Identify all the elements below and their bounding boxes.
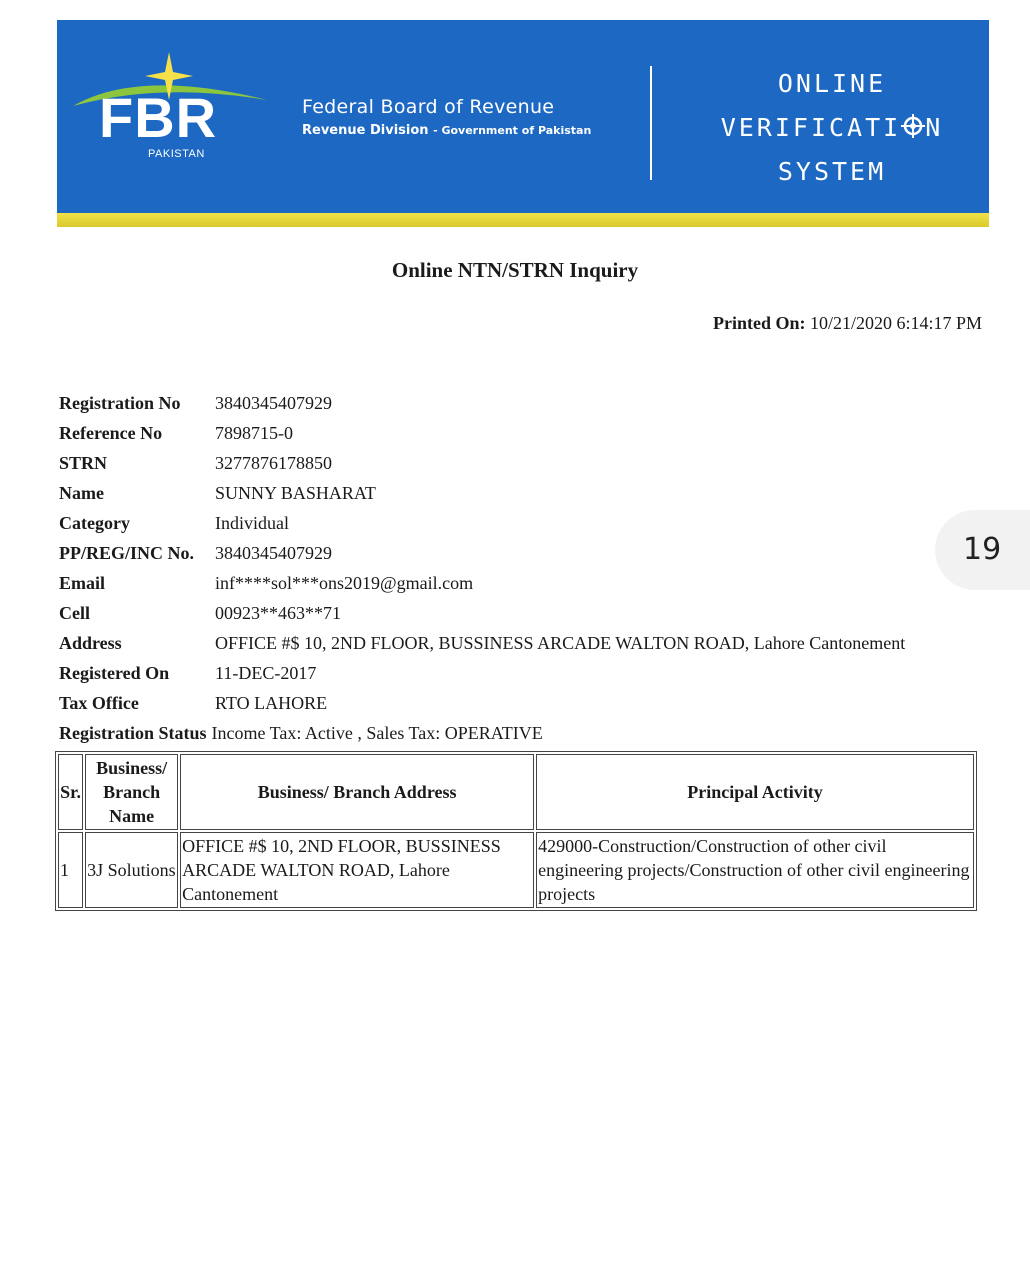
- detail-value: 11-DEC-2017: [215, 663, 317, 683]
- ovs-line-2-start: VERIFICATI: [720, 113, 902, 142]
- detail-row-address: [59, 630, 905, 660]
- banner-divider: [650, 66, 652, 180]
- page-number: 19: [963, 532, 1002, 567]
- business-branch-table: [55, 751, 977, 911]
- detail-value: Income Tax: Active , Sales Tax: OPERATIVE: [211, 723, 543, 743]
- detail-row-registration-no: [59, 390, 905, 420]
- detail-value: inf****sol***ons2019@gmail.com: [215, 573, 474, 593]
- detail-row-registered-on: [59, 660, 905, 690]
- ovs-line-1: ONLINE: [777, 69, 887, 98]
- detail-label: Tax Office: [59, 693, 139, 713]
- detail-row-strn: [59, 450, 905, 480]
- header-branch-address: Business/ Branch Address: [180, 754, 534, 830]
- detail-row-pp-reg-inc-no: [59, 540, 905, 570]
- detail-label: Email: [59, 573, 106, 593]
- header-principal-activity: Principal Activity: [536, 754, 974, 830]
- detail-label: Cell: [59, 603, 90, 623]
- logo-text: FBR: [99, 86, 218, 149]
- org-name: Federal Board of Revenue: [302, 96, 555, 118]
- logo-subtext: PAKISTAN: [148, 148, 205, 160]
- detail-label: Registration No: [59, 393, 181, 413]
- detail-value: SUNNY BASHARAT: [215, 483, 376, 503]
- detail-value: 00923**463**71: [215, 603, 341, 623]
- crosshair-icon: [901, 114, 925, 138]
- detail-label: Registered On: [59, 663, 170, 683]
- detail-row-category: [59, 510, 905, 540]
- table-row: [58, 832, 974, 908]
- ovs-line-3: SYSTEM: [777, 157, 887, 186]
- detail-label: STRN: [59, 453, 108, 473]
- banner-yellow-stripe: [57, 213, 989, 227]
- page-title: Online NTN/STRN Inquiry: [391, 258, 639, 282]
- detail-label: Reference No: [59, 423, 163, 443]
- printed-on: [713, 313, 982, 334]
- detail-row-reference-no: [59, 420, 905, 450]
- detail-value: RTO LAHORE: [215, 693, 328, 713]
- ovs-line-2: [667, 106, 997, 150]
- government-name: - Government of Pakistan: [433, 124, 592, 137]
- detail-value: 3840345407929: [215, 393, 332, 413]
- detail-value: Individual: [215, 513, 289, 533]
- detail-value: OFFICE #$ 10, 2ND FLOOR, BUSSINESS ARCADE WALTON ROAD, Lahore Cantonement: [215, 633, 906, 653]
- detail-label: Name: [59, 483, 104, 503]
- fbr-logo: [69, 48, 269, 158]
- online-verification-system-title: [667, 62, 997, 194]
- cell-branch-name: 3J Solutions: [85, 832, 178, 908]
- detail-label: PP/REG/INC No.: [59, 543, 194, 563]
- printed-on-label: Printed On:: [712, 313, 806, 333]
- cell-principal-activity: 429000-Construction/Construction of other civil engineering projects/Construction of other civil engineering projects: [536, 832, 974, 908]
- header-branch-name: Business/ Branch Name: [85, 754, 178, 830]
- table-header-row: [58, 754, 974, 830]
- detail-label: Registration Status: [59, 723, 207, 743]
- page-number-badge: [935, 510, 1030, 590]
- cell-sr: 1: [58, 832, 83, 908]
- detail-row-tax-office: [59, 690, 905, 720]
- detail-value: 3277876178850: [215, 453, 332, 473]
- detail-label: Address: [59, 633, 122, 653]
- cell-branch-address: OFFICE #$ 10, 2ND FLOOR, BUSSINESS ARCADE WALTON ROAD, Lahore Cantonement: [180, 832, 534, 908]
- detail-row-email: [59, 570, 905, 600]
- header-sr: Sr.: [58, 754, 83, 830]
- printed-on-value: 10/21/2020 6:14:17 PM: [809, 313, 982, 333]
- detail-value: 7898715-0: [215, 423, 293, 443]
- detail-row-cell: [59, 600, 905, 630]
- detail-row-name: [59, 480, 905, 510]
- detail-label: Category: [59, 513, 130, 533]
- detail-value: 3840345407929: [215, 543, 332, 563]
- detail-row-registration-status: [59, 720, 905, 750]
- ovs-line-2-end: N: [925, 113, 944, 142]
- org-division: [302, 123, 591, 138]
- division-name: Revenue Division: [302, 123, 429, 138]
- fbr-header-banner: [57, 20, 989, 213]
- registration-details: [59, 390, 905, 750]
